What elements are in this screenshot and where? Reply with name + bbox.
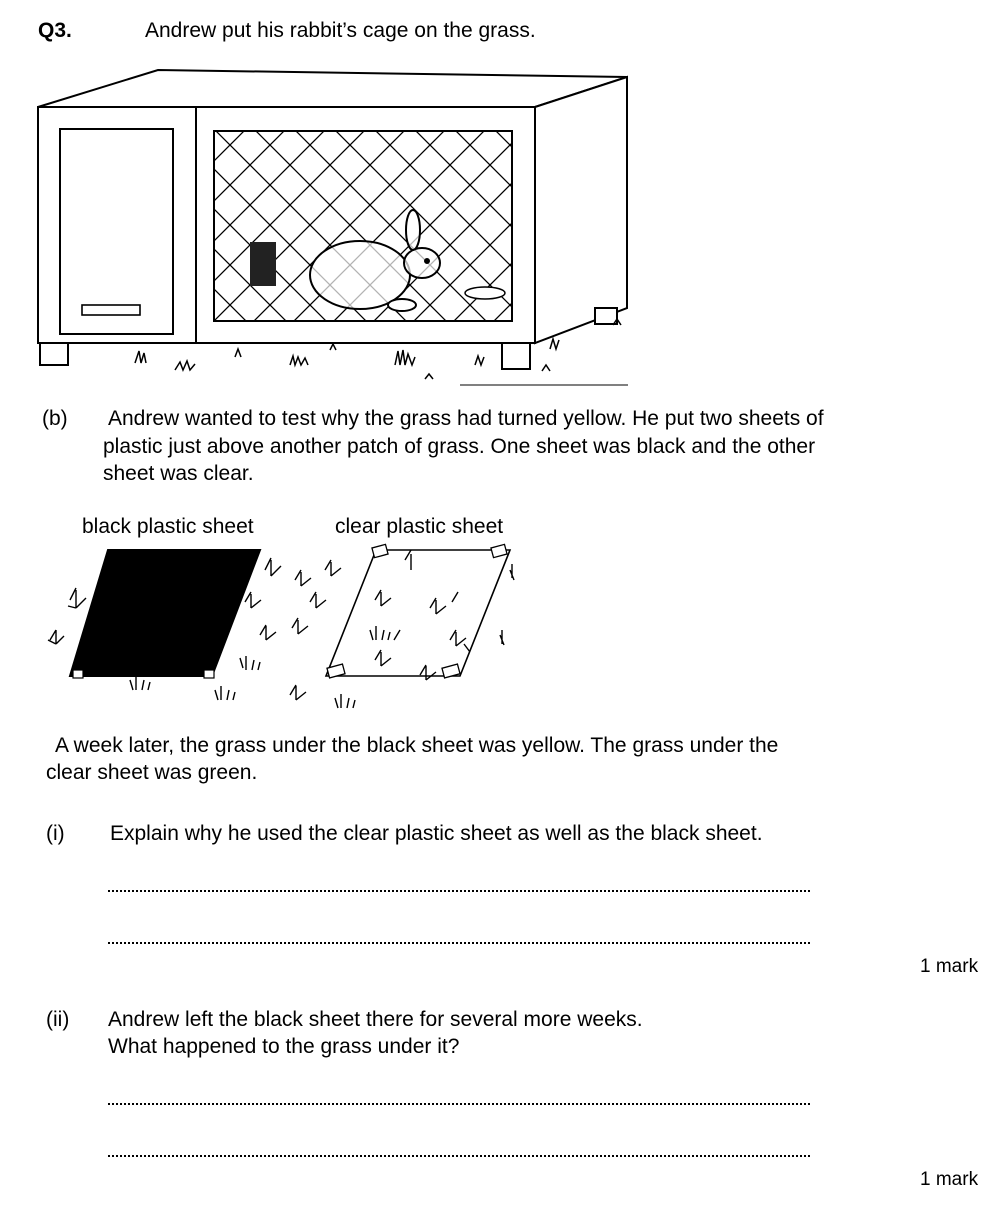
part-b-line-2: plastic just above another patch of grass. One sheet was black and the other bbox=[103, 435, 816, 458]
result-line-1: A week later, the grass under the black sheet was yellow. The grass under the bbox=[55, 734, 779, 757]
black-sheet-label: black plastic sheet bbox=[82, 515, 254, 538]
clear-sheet-label: clear plastic sheet bbox=[335, 515, 504, 538]
part-ii-mark: 1 mark bbox=[920, 1169, 979, 1190]
clear-plastic-sheet bbox=[326, 550, 510, 676]
part-i-question: Explain why he used the clear plastic sheet as well as the black sheet. bbox=[110, 822, 763, 845]
plastic-sheets-illustration bbox=[40, 540, 520, 715]
part-i-mark: 1 mark bbox=[920, 956, 979, 977]
part-b-label: (b) bbox=[42, 407, 68, 430]
result-line-2: clear sheet was green. bbox=[46, 761, 258, 784]
part-b-line-1: Andrew wanted to test why the grass had turned yellow. He put two sheets of bbox=[108, 407, 824, 430]
question-intro: Andrew put his rabbit’s cage on the grass. bbox=[145, 19, 536, 42]
answer-line-ii-1[interactable] bbox=[108, 1103, 810, 1105]
question-number: Q3. bbox=[38, 19, 72, 42]
part-b-line-3: sheet was clear. bbox=[103, 462, 254, 485]
answer-line-i-1[interactable] bbox=[108, 890, 810, 892]
answer-line-ii-2[interactable] bbox=[108, 1155, 810, 1157]
black-plastic-sheet bbox=[70, 550, 260, 676]
rabbit-cage-illustration bbox=[30, 65, 630, 395]
part-ii-question-2: What happened to the grass under it? bbox=[108, 1035, 460, 1058]
part-ii-question-1: Andrew left the black sheet there for several more weeks. bbox=[108, 1008, 643, 1031]
answer-line-i-2[interactable] bbox=[108, 942, 810, 944]
part-i-label: (i) bbox=[46, 822, 65, 845]
part-ii-label: (ii) bbox=[46, 1008, 70, 1031]
